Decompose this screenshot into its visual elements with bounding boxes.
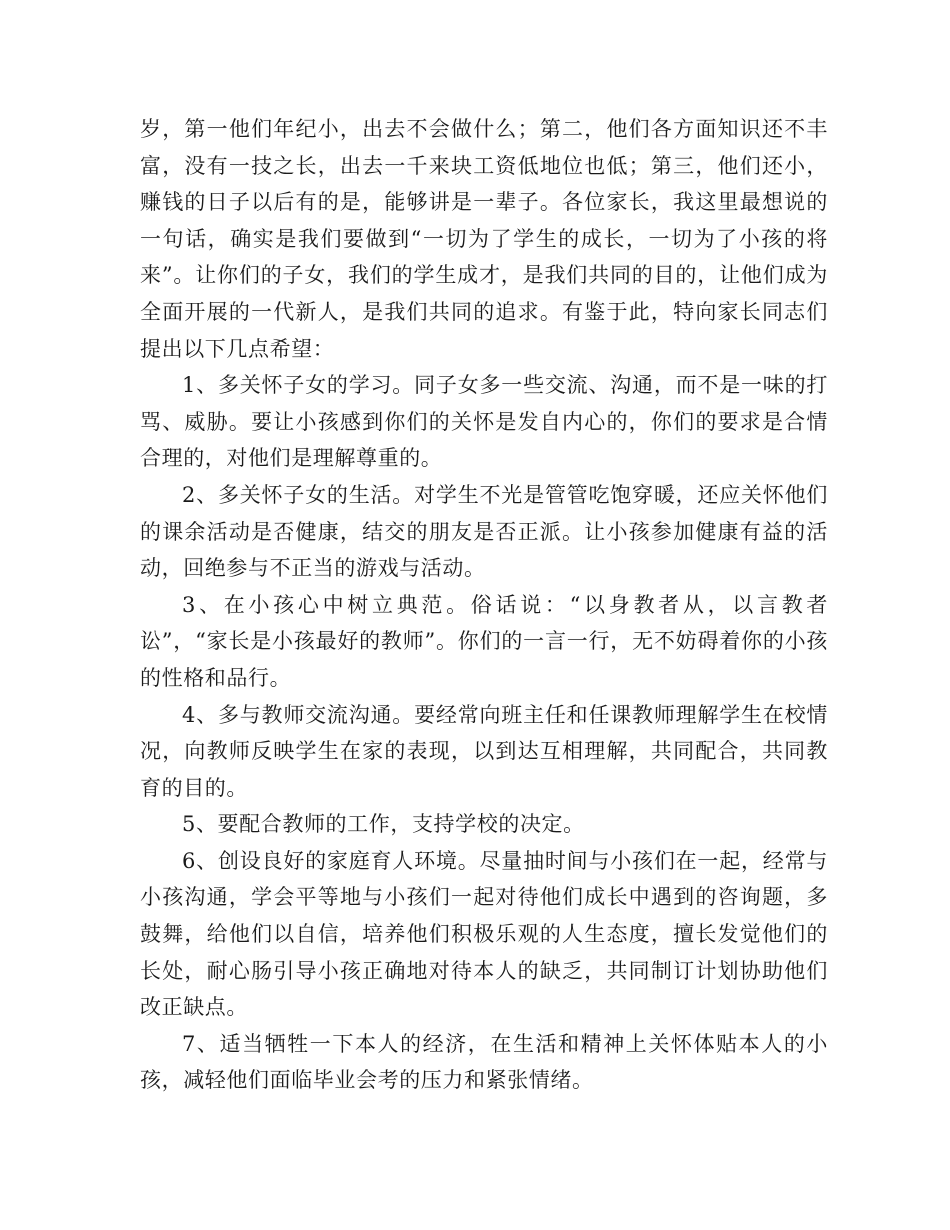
paragraph-item-4: 4、多与教师交流沟通。要经常向班主任和任课教师理解学生在校情况，向教师反映学生在家的表现，以到达互相理解，共同配合，共同教育的目的。 — [140, 702, 828, 800]
paragraph-item-2: 2、多关怀子女的生活。对学生不光是管管吃饱穿暖，还应关怀他们的课余活动是否健康，结交的朋友是否正派。让小孩参加健康有益的活动，回绝参与不正当的游戏与活动。 — [140, 482, 828, 581]
paragraph-item-5: 5、要配合教师的工作，支持学校的决定。 — [182, 812, 585, 837]
document-body — [140, 111, 828, 1099]
paragraph-item-3: 3、在小孩心中树立典范。俗话说：“以身教者从，以言教者讼”，“家长是小孩最好的教师”。你们的一言一行，无不妨碍着你的小孩的性格和品行。 — [140, 592, 828, 690]
paragraph-item-1: 1、多关怀子女的学习。同子女多一些交流、沟通，而不是一味的打骂、威胁。要让小孩感到你们的关怀是发自内心的，你们的要求是合情合理的，对他们是理解尊重的。 — [140, 373, 828, 471]
paragraph-item-6: 6、创设良好的家庭育人环境。尽量抽时间与小孩们在一起，经常与小孩沟通，学会平等地与小孩们一起对待他们成长中遇到的咨询题，多鼓舞，给他们以自信，培养他们积极乐观的人生态度，擅长发觉他们的长处，耐心肠引导小孩正确地对待本人的缺乏，共同制订计划协助他们改正缺点。 — [140, 848, 828, 1020]
paragraph-item-7: 7、适当牺牲一下本人的经济，在生活和精神上关怀体贴本人的小孩，减轻他们面临毕业会考的压力和紧张情绪。 — [140, 1031, 828, 1093]
paragraph-intro: 岁，第一他们年纪小，出去不会做什么；第二，他们各方面知识还不丰富，没有一技之长，出去一千来块工资低地位也低；第三，他们还小，赚钱的日子以后有的是，能够讲是一辈子。各位家长，我这里最想说的一句话，确实是我们要做到“一切为了学生的成长，一切为了小孩的将来”。让你们的子女，我们的学生成才，是我们共同的目的，让他们成为全面开展的一代新人，是我们共同的追求。有鉴于此，特向家长同志们提出以下几点希望： — [140, 117, 828, 361]
